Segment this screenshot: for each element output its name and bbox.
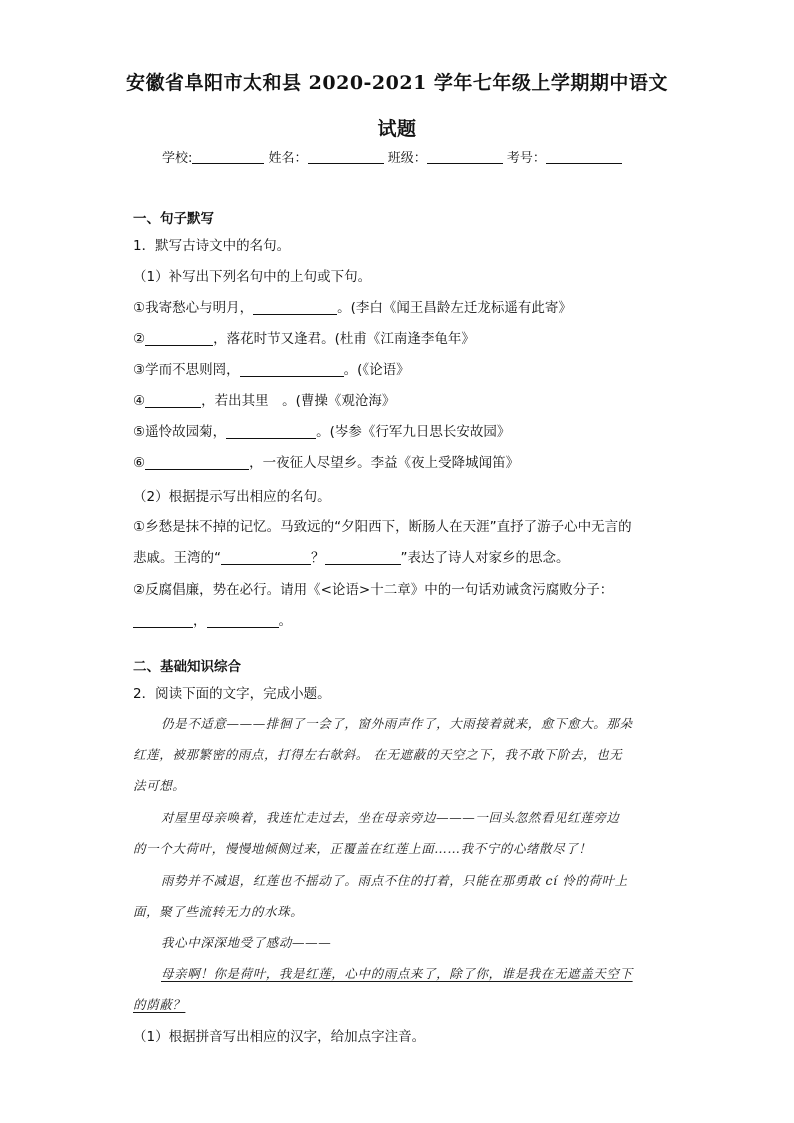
hint-2-line-2 [133, 609, 292, 629]
passage-line: 对屋里母亲唤着，我连忙走过去，坐在母亲旁边———一回头忽然看见红莲旁边 [161, 810, 620, 825]
passage-line: 的一个大荷叶，慢慢地倾侧过来，正覆盖在红莲上面……我不宁的心绪散尽了！ [133, 841, 592, 856]
school-field[interactable] [192, 149, 264, 164]
fill-item-1-source: 。(李白《闻王昌龄左迁龙标遥有此寄》 [337, 300, 572, 316]
passage-line: 仍是不适意———排徊了一会了，窗外雨声作了，大雨接着就来，愈下愈大。那朵 [161, 716, 633, 731]
fill-item-1-prompt: ①我寄愁心与明月， [133, 300, 254, 316]
hint-1-prefix: 悲戚。王湾的“ [133, 550, 221, 566]
hint-1-line-2 [133, 546, 570, 566]
class-label: 班级： [387, 151, 427, 166]
fill-item-3 [133, 358, 410, 378]
hint-1-suffix: ”表达了诗人对家乡的思念。 [400, 550, 570, 566]
answer-blank[interactable] [226, 423, 316, 439]
answer-blank[interactable] [240, 361, 344, 377]
hint-1-line-1: ①乡愁是抹不掉的记忆。马致远的“夕阳西下，断肠人在天涯”直抒了游子心中无言的 [133, 519, 632, 535]
answer-blank[interactable] [133, 612, 193, 628]
fill-item-3-source: 。(《论语》 [343, 362, 410, 378]
question-1-part-1: （1）补写出下列名句中的上句或下句。 [133, 269, 372, 285]
hint-2-line-1: ②反腐倡廉，势在必行。请用《<论语>十二章》中的一句话劝诫贪污腐败分子： [133, 582, 614, 598]
fill-item-4-source: ，若出其里 。(曹操《观沧海》 [201, 393, 396, 409]
passage-line: 红莲，被那繁密的雨点，打得左右欹斜。 在无遮蔽的天空之下，我不敢下阶去，也无 [133, 747, 623, 762]
hint-1-separator: ？ [311, 550, 325, 566]
fill-item-2-source: ，落花时节又逢君。(杜甫《江南逢李龟年》 [213, 331, 475, 347]
exam-number-label: 考号： [506, 151, 546, 166]
passage-underlined-line: 的荫蔽？ [133, 997, 186, 1012]
answer-blank[interactable] [253, 299, 337, 315]
section2-heading: 二、基础知识综合 [133, 659, 241, 675]
fill-item-5-source: 。(岑参《行军九日思长安故园》 [316, 424, 511, 440]
passage-line: 面，聚了些流转无力的水珠。 [133, 904, 304, 919]
answer-blank[interactable] [145, 454, 249, 470]
fill-item-5 [133, 420, 510, 440]
question-1: 1．默写古诗文中的名句。 [133, 238, 291, 254]
exam-number-field[interactable] [546, 149, 622, 164]
name-field[interactable] [308, 149, 384, 164]
fill-item-6 [133, 451, 519, 471]
answer-blank[interactable] [221, 549, 311, 565]
section1-heading: 一、句子默写 [133, 211, 214, 227]
fill-item-4-prompt: ④ [133, 393, 146, 409]
answer-blank[interactable] [145, 392, 201, 408]
page-title: 安徽省阜阳市太和县 2020-2021 学年七年级上学期期中语文 [126, 72, 668, 94]
passage-line: 法可想。 [133, 778, 186, 793]
fill-item-3-prompt: ③学而不思则罔， [133, 362, 240, 378]
question-2: 2．阅读下面的文字，完成小题。 [133, 686, 331, 702]
fill-item-4 [133, 389, 395, 409]
passage-line: 我心中深深地受了感动——— [161, 935, 332, 950]
fill-item-6-source: ，一夜征人尽望乡。李益《夜上受降城闻笛》 [249, 455, 520, 471]
school-label: 学校: [162, 151, 193, 166]
fill-item-6-prompt: ⑥ [133, 455, 146, 471]
question-1-part-2: （2）根据提示写出相应的名句。 [133, 489, 331, 505]
question-2-part-1: （1）根据拼音写出相应的汉字，给加点字注音。 [133, 1029, 426, 1045]
class-field[interactable] [427, 149, 503, 164]
answer-blank[interactable] [207, 612, 279, 628]
answer-blank[interactable] [325, 549, 401, 565]
fill-item-1 [133, 296, 572, 316]
passage-underlined-line: 母亲啊！你是荷叶，我是红莲，心中的雨点来了，除了你，谁是我在无遮盖天空下 [161, 966, 633, 981]
hint-2-separator: ， [193, 613, 207, 629]
student-info-row [162, 147, 622, 166]
name-label: 姓名： [268, 151, 308, 166]
hint-2-end: 。 [278, 613, 292, 629]
fill-item-2-prompt: ② [133, 331, 146, 347]
answer-blank[interactable] [145, 330, 213, 346]
fill-item-2 [133, 327, 475, 347]
fill-item-5-prompt: ⑤遥怜故园菊， [133, 424, 227, 440]
page-title-continued: 试题 [377, 118, 417, 140]
passage-line: 雨势并不减退，红莲也不摇动了。雨点不住的打着，只能在那勇敢 cí 怜的荷叶上 [161, 873, 628, 888]
